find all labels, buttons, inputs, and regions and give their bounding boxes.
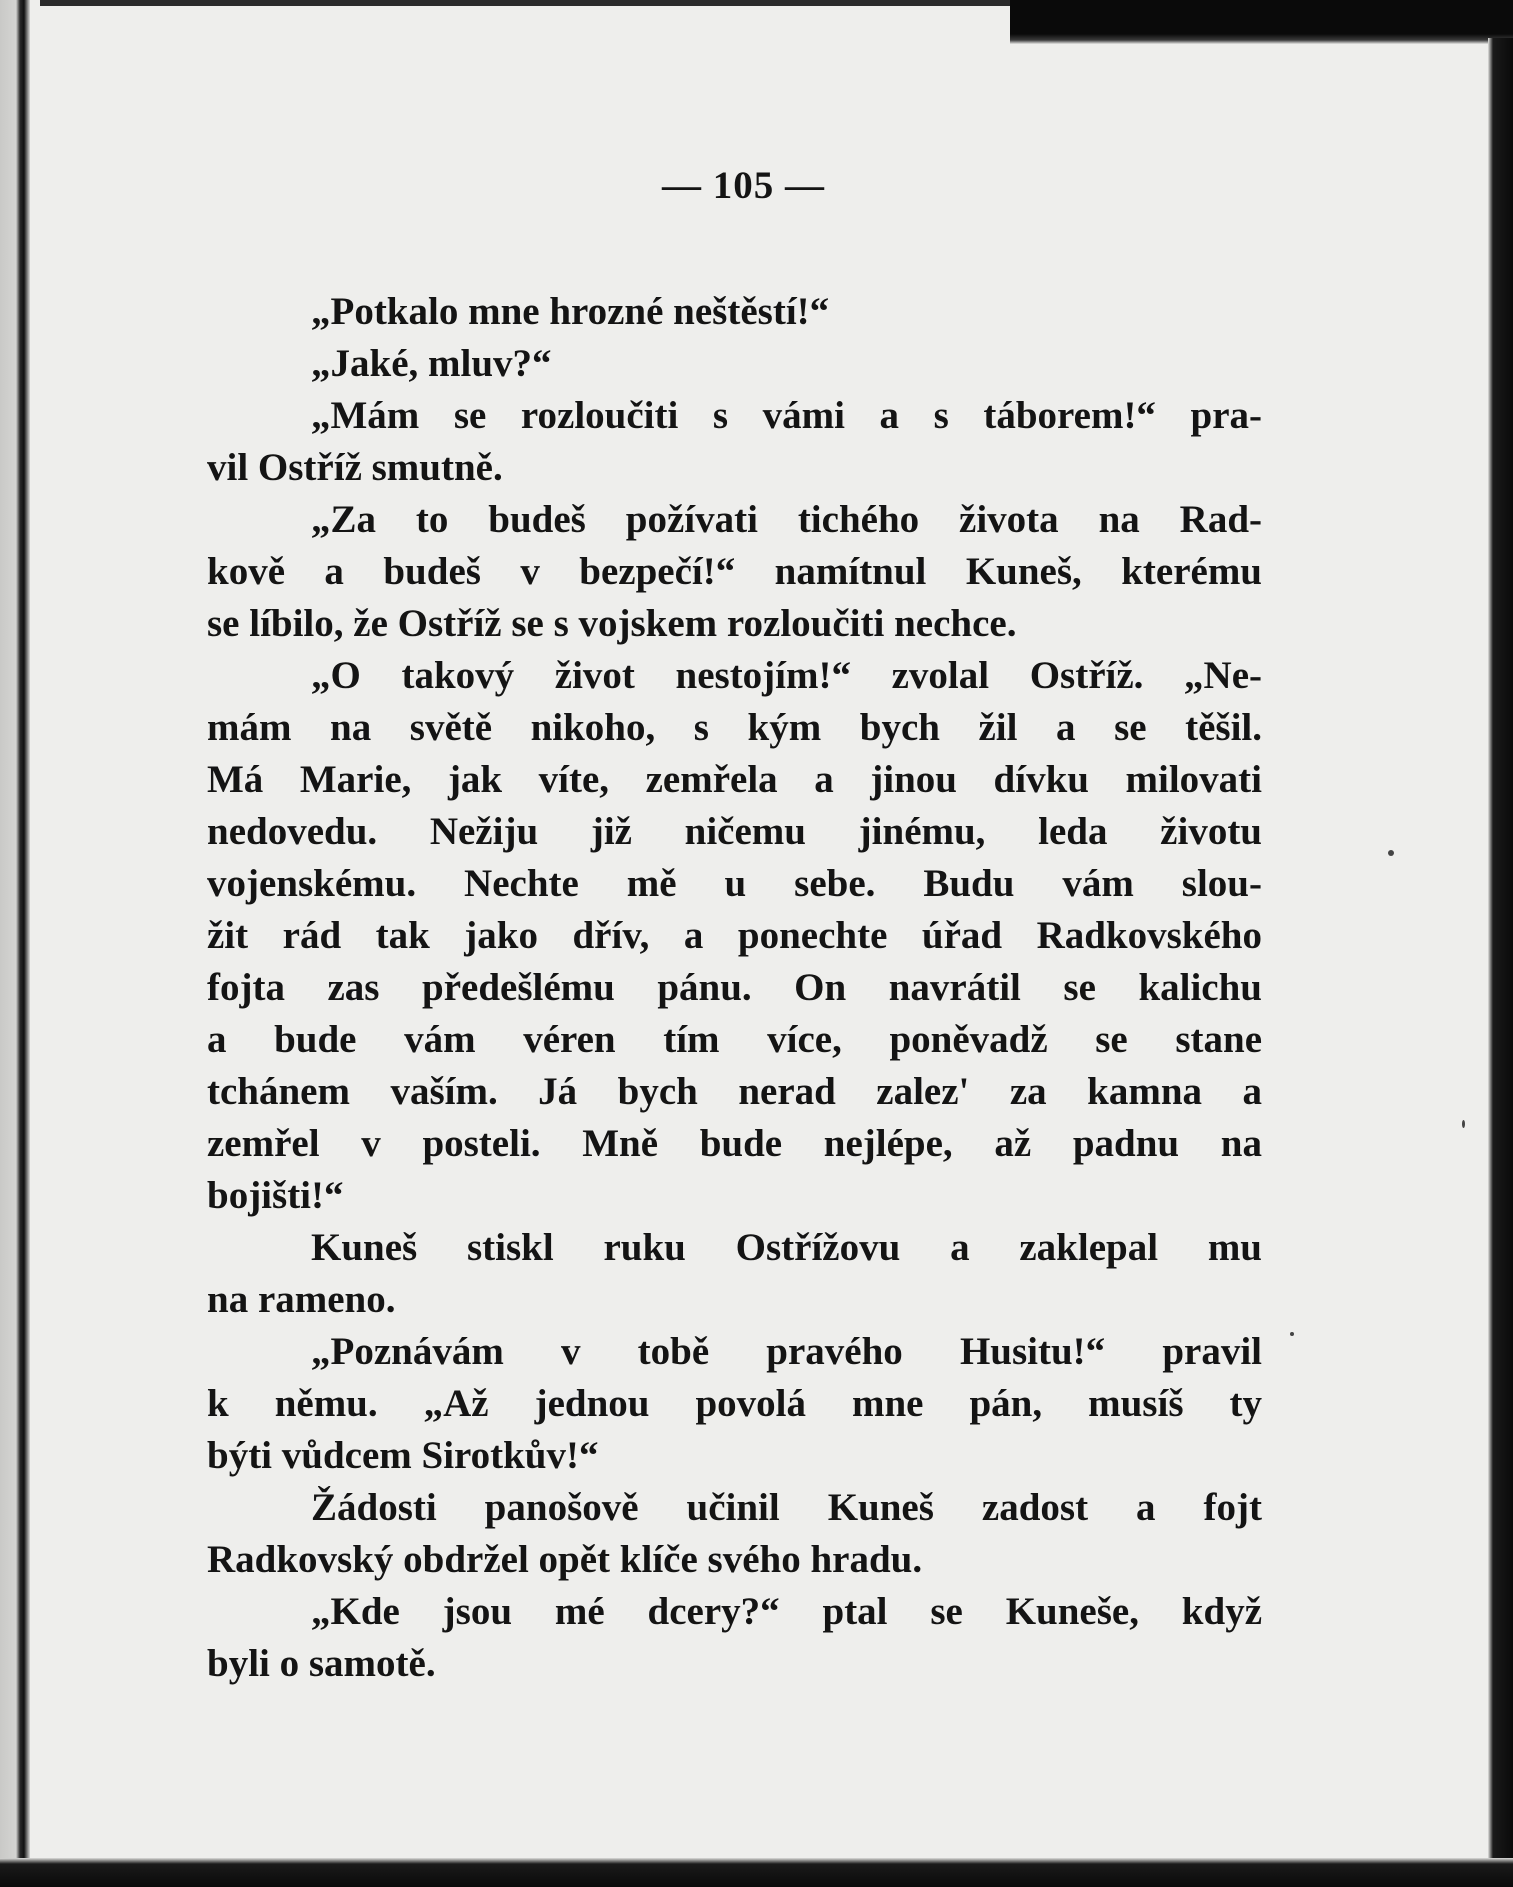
text-line: vojenskému. Nechte mě u sebe. Budu vám slou- <box>207 862 1262 905</box>
paragraph <box>207 286 1262 338</box>
paragraph <box>207 650 1262 1222</box>
page-number: — 105 — <box>662 164 825 207</box>
text-line: Žádosti panošově učinil Kuneš zadost a fojt <box>311 1486 1262 1529</box>
paragraph <box>207 338 1262 390</box>
text-line: mám na světě nikoho, s kým bych žil a se těšil. <box>207 706 1262 749</box>
dust-speck <box>1462 1120 1465 1128</box>
text-line: tchánem vaším. Já bych nerad zalez' za kamna a <box>207 1070 1262 1113</box>
text-line: fojta zas předešlému pánu. On navrátil se kalichu <box>207 966 1262 1009</box>
text-line: kově a budeš v bezpečí!“ namítnul Kuneš, kterému <box>207 550 1262 593</box>
paragraph <box>207 1482 1262 1586</box>
text-body <box>207 286 1262 1690</box>
text-line: Kuneš stiskl ruku Ostřížovu a zaklepal mu <box>311 1226 1262 1269</box>
scan-border-bottom <box>0 1858 1513 1887</box>
text-line: „Potkalo mne hrozné neštěstí!“ <box>311 290 830 333</box>
paragraph <box>207 390 1262 494</box>
text-line: „Kde jsou mé dcery?“ ptal se Kuneše, když <box>311 1590 1262 1633</box>
text-line: k němu. „Až jednou povolá mne pán, musíš ty <box>207 1382 1262 1425</box>
text-line: žit rád tak jako dřív, a ponechte úřad Radkovského <box>207 914 1262 957</box>
text-line: se líbilo, že Ostříž se s vojskem rozloučiti nechce. <box>207 602 1017 645</box>
text-line: „O takový život nestojím!“ zvolal Ostříž. „Ne- <box>311 654 1262 697</box>
text-line: „Za to budeš požívati tichého života na Rad- <box>311 498 1262 541</box>
text-line: zemřel v posteli. Mně bude nejlépe, až padnu na <box>207 1122 1262 1165</box>
text-line: „Mám se rozloučiti s vámi a s táborem!“ pra- <box>311 394 1262 437</box>
scan-border-top <box>40 0 1020 6</box>
text-line: Radkovský obdržel opět klíče svého hradu. <box>207 1538 923 1581</box>
scan-border-top-right <box>1010 0 1513 44</box>
text-line: „Jaké, mluv?“ <box>311 342 552 385</box>
text-line: bojišti!“ <box>207 1174 344 1217</box>
paragraph <box>207 494 1262 650</box>
scan-border-left <box>0 0 30 1887</box>
text-line: na rameno. <box>207 1278 396 1321</box>
text-line: Má Marie, jak víte, zemřela a jinou dívku milovati <box>207 758 1262 801</box>
scan-border-right <box>1488 38 1513 1887</box>
text-line: nedovedu. Nežiju již ničemu jinému, leda životu <box>207 810 1262 853</box>
text-line: vil Ostříž smutně. <box>207 446 503 489</box>
book-page <box>207 160 1262 1690</box>
paragraph <box>207 1222 1262 1326</box>
text-line: býti vůdcem Sirotkův!“ <box>207 1434 599 1477</box>
text-line: byli o samotě. <box>207 1642 436 1685</box>
paragraph <box>207 1326 1262 1482</box>
dust-speck <box>1388 850 1394 856</box>
dust-speck <box>1290 1332 1294 1336</box>
text-line: „Poznávám v tobě pravého Husitu!“ pravil <box>311 1330 1262 1373</box>
text-line: a bude vám véren tím více, poněvadž se stane <box>207 1018 1262 1061</box>
paragraph <box>207 1586 1262 1690</box>
